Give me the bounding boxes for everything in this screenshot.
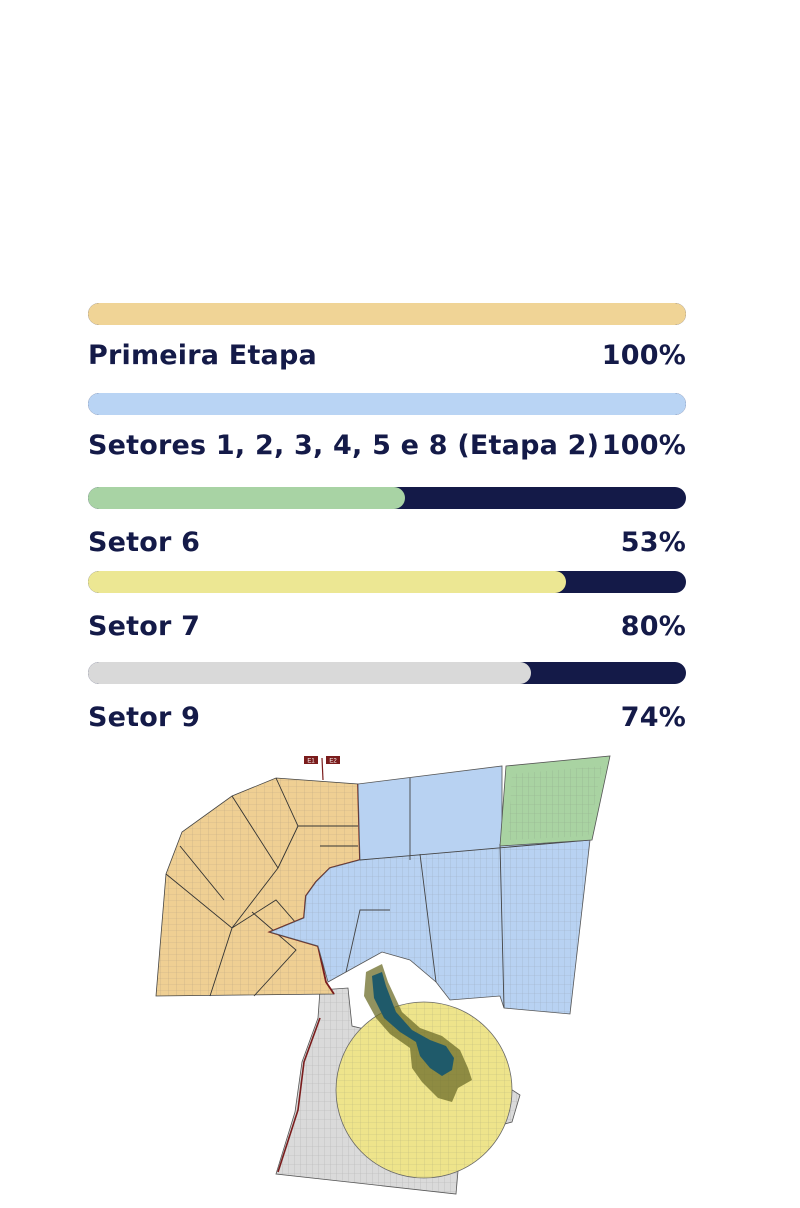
progress-bar-track	[88, 303, 686, 325]
progress-bar-track	[88, 662, 686, 684]
progress-label: Setores 1, 2, 3, 4, 5 e 8 (Etapa 2)	[88, 430, 600, 461]
progress-bar-track	[88, 571, 686, 593]
progress-percent: 74%	[620, 702, 686, 733]
progress-label: Primeira Etapa	[88, 340, 317, 371]
progress-item-setor-9	[88, 662, 686, 735]
map-area-setor-7	[336, 1002, 512, 1178]
progress-bar-fill	[88, 303, 686, 325]
progress-label: Setor 9	[88, 702, 201, 733]
map-area-setor-6	[500, 756, 610, 846]
progress-percent: 100%	[601, 430, 686, 461]
progress-item-etapa-2	[88, 393, 686, 463]
progress-bar-fill	[88, 571, 566, 593]
progress-bar-track	[88, 487, 686, 509]
progress-label: Setor 7	[88, 611, 201, 642]
site-plan-map	[120, 750, 640, 1200]
progress-bar-fill	[88, 487, 405, 509]
progress-bar-fill	[88, 393, 686, 415]
gate-label-e2: E2	[329, 758, 337, 765]
gate-label-e1: E1	[307, 758, 315, 765]
progress-percent: 53%	[620, 527, 686, 558]
progress-label: Setor 6	[88, 527, 201, 558]
progress-bar-fill	[88, 662, 531, 684]
progress-item-primeira-etapa	[88, 303, 686, 373]
progress-percent: 80%	[620, 611, 686, 642]
map-gates	[304, 756, 340, 780]
progress-bar-track	[88, 393, 686, 415]
progress-percent: 100%	[601, 340, 686, 371]
progress-item-setor-6	[88, 487, 686, 560]
progress-item-setor-7	[88, 571, 686, 644]
